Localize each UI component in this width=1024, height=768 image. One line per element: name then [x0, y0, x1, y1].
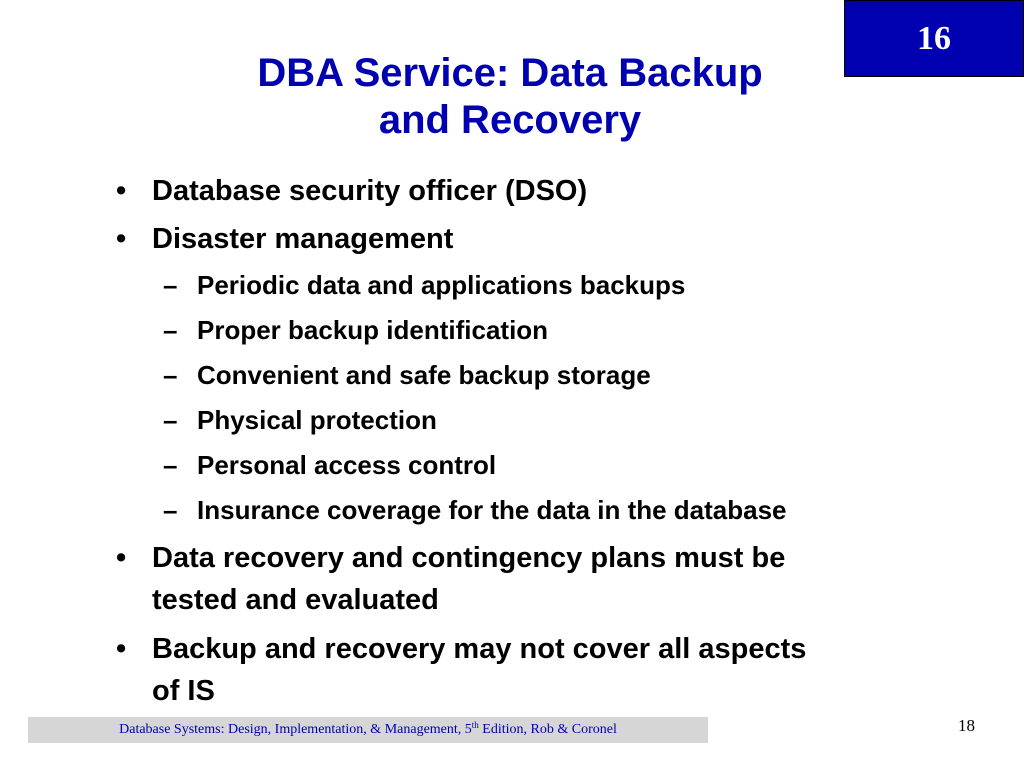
sub-bullet-text: Periodic data and applications backups	[197, 270, 686, 300]
dash-marker: –	[163, 450, 178, 480]
dash-marker: –	[163, 315, 178, 345]
footer-text-before: Database Systems: Design, Implementation, & Management, 5	[119, 722, 472, 737]
bullet-text: of IS	[152, 675, 215, 707]
dash-marker: –	[163, 495, 178, 525]
page-number: 18	[958, 716, 975, 735]
bullet-marker: •	[116, 633, 127, 665]
footer-text-after: Edition, Rob & Coronel	[478, 722, 617, 737]
bullet-text: Backup and recovery may not cover all aspects	[152, 633, 807, 665]
bullet-text: Database security officer (DSO)	[152, 175, 588, 207]
sub-bullet-text: Proper backup identification	[197, 315, 549, 345]
dash-marker: –	[163, 405, 178, 435]
slide-title-line-1: DBA Service: Data Backup	[257, 51, 763, 95]
sub-bullet-text: Convenient and safe backup storage	[197, 360, 651, 390]
slide-title-line-2: and Recovery	[378, 98, 642, 142]
bullet-marker: •	[116, 223, 127, 255]
dash-marker: –	[163, 360, 178, 390]
sub-bullet-text: Insurance coverage for the data in the database	[197, 495, 787, 525]
footer-citation	[28, 722, 708, 738]
dash-marker: –	[163, 270, 178, 300]
bullet-marker: •	[116, 542, 127, 574]
footer-band	[28, 717, 708, 743]
chapter-number: 16	[917, 20, 951, 57]
bullet-text: tested and evaluated	[152, 584, 439, 616]
sub-bullet-text: Personal access control	[197, 450, 497, 480]
bullet-text: Disaster management	[152, 223, 454, 255]
bullet-marker: •	[116, 175, 127, 207]
sub-bullet-text: Physical protection	[197, 405, 437, 435]
bullet-text: Data recovery and contingency plans must be	[152, 542, 786, 574]
footer-superscript: th	[471, 720, 479, 730]
